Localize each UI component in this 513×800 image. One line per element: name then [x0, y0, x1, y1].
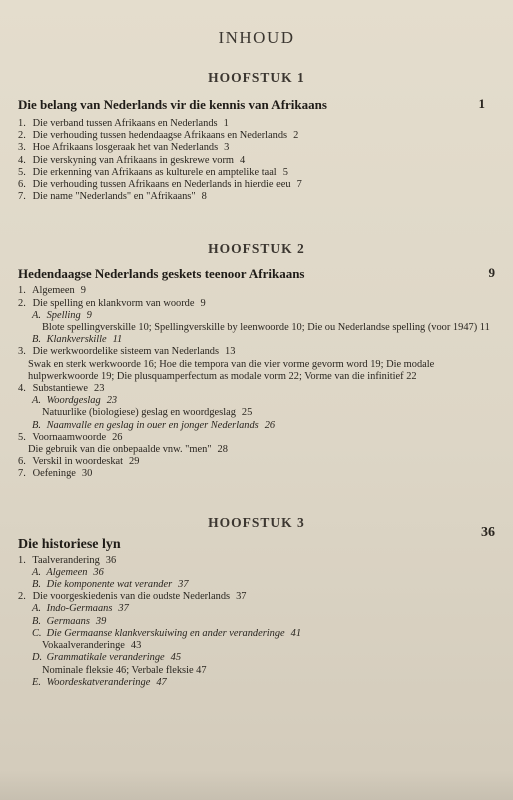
toc-subentry: A. Woordgeslag 23	[32, 395, 118, 407]
chapter-title: Hedendaagse Nederlands geskets teenoor Afrikaans	[18, 266, 305, 282]
toc-entry: 4. Die verskyning van Afrikaans in geskrewe vorm 4	[18, 154, 246, 166]
toc-subentry: B. Naamvalle en geslag in ouer en jonger Nederlands 26	[32, 419, 276, 431]
chapter-1	[0, 70, 513, 203]
toc-entry: 2. Die verhouding tussen hedendaagse Afrikaans en Nederlands 2	[18, 130, 299, 142]
toc-entry: 6. Verskil in woordeskat 29	[18, 456, 140, 468]
toc-subentry: A. Spelling 9	[32, 309, 92, 321]
chapter-page-number: 36	[481, 524, 495, 540]
toc-detail: Die gebruik van die onbepaalde vnw. "men" 28	[28, 444, 228, 456]
chapter-entries	[0, 118, 513, 203]
toc-detail: Nominale fleksie 46; Verbale fleksie 47	[42, 664, 207, 676]
toc-detail: Swak en sterk werkwoorde 16; Hoe die tempora van die vier vorme gevorm word 19; Die modale hulpwerkwoorde 19; Die plusquamperfectum as modale vorm 22; Vorme van die infinitief 22	[28, 358, 435, 382]
toc-entry: 7. Die name "Nederlands" en "Afrikaans" 8	[18, 191, 207, 203]
chapter-label: HOOFSTUK 3	[208, 514, 305, 530]
toc-entry: 1. Algemeen 9	[18, 285, 86, 297]
toc-subentry: C. Die Germaanse klankverskuiwing en ander veranderinge 41	[32, 627, 302, 639]
chapter-title: Die historiese lyn	[18, 536, 121, 552]
page-title: INHOUD	[218, 28, 295, 47]
toc-entry: 3. Hoe Afrikaans losgeraak het van Nederlands 3	[18, 142, 230, 154]
toc-entry: 5. Die erkenning van Afrikaans as kulturele en amptelike taal 5	[18, 166, 288, 178]
chapter-page-number: 9	[488, 265, 495, 281]
chapter-title-row	[18, 96, 495, 114]
chapter-label: HOOFSTUK 2	[208, 241, 305, 257]
toc-subentry: A. Indo-Germaans 37	[32, 603, 129, 615]
toc-subentry: B. Die komponente wat verander 37	[32, 579, 189, 591]
chapter-3	[0, 515, 513, 689]
toc-entry: 1. Die verband tussen Afrikaans en Nederlands 1	[18, 118, 229, 129]
toc-subentry: B. Klankverskille 11	[32, 334, 123, 346]
toc-entry: 6. Die verhouding tussen Afrikaans en Nederlands in hierdie eeu 7	[18, 179, 302, 191]
chapter-entries	[0, 555, 513, 689]
page-shadow	[0, 770, 513, 800]
toc-entry: 4. Substantiewe 23	[18, 383, 105, 395]
chapter-2	[0, 241, 513, 480]
toc-entry: 5. Voornaamwoorde 26	[18, 431, 123, 443]
toc-subentry: E. Woordeskatveranderinge 47	[32, 676, 167, 688]
chapter-title: Die belang van Nederlands vir die kennis van Afrikaans	[18, 97, 327, 112]
toc-detail: Natuurlike (biologiese) geslag en woordgeslag 25	[42, 407, 253, 419]
toc-subentry: D. Grammatikale veranderinge 45	[32, 652, 182, 664]
toc-subentry: B. Germaans 39	[32, 615, 107, 627]
chapter-title-row	[18, 524, 495, 553]
chapter-label: HOOFSTUK 1	[208, 70, 305, 85]
toc-detail: Blote spellingverskille 10; Spellingverskille by leenwoorde 10; Die ou Nederlandse spelling (voor 1947) 11	[42, 322, 490, 334]
chapter-page-number: 1	[478, 96, 485, 111]
toc-detail: Vokaalveranderinge 43	[42, 640, 142, 652]
toc-entry: 3. Die werkwoordelike sisteem van Nederlands 13	[18, 346, 236, 358]
toc-entry: 2. Die voorgeskiedenis van die oudste Nederlands 37	[18, 591, 247, 603]
chapter-entries	[0, 285, 513, 480]
toc-entry: 2. Die spelling en klankvorm van woorde 9	[18, 297, 206, 309]
toc-entry: 7. Oefeninge 30	[18, 468, 93, 480]
toc-entry: 1. Taalverandering 36	[18, 554, 117, 566]
toc-subentry: A. Algemeen 36	[32, 566, 104, 578]
chapter-title-row	[18, 265, 495, 283]
